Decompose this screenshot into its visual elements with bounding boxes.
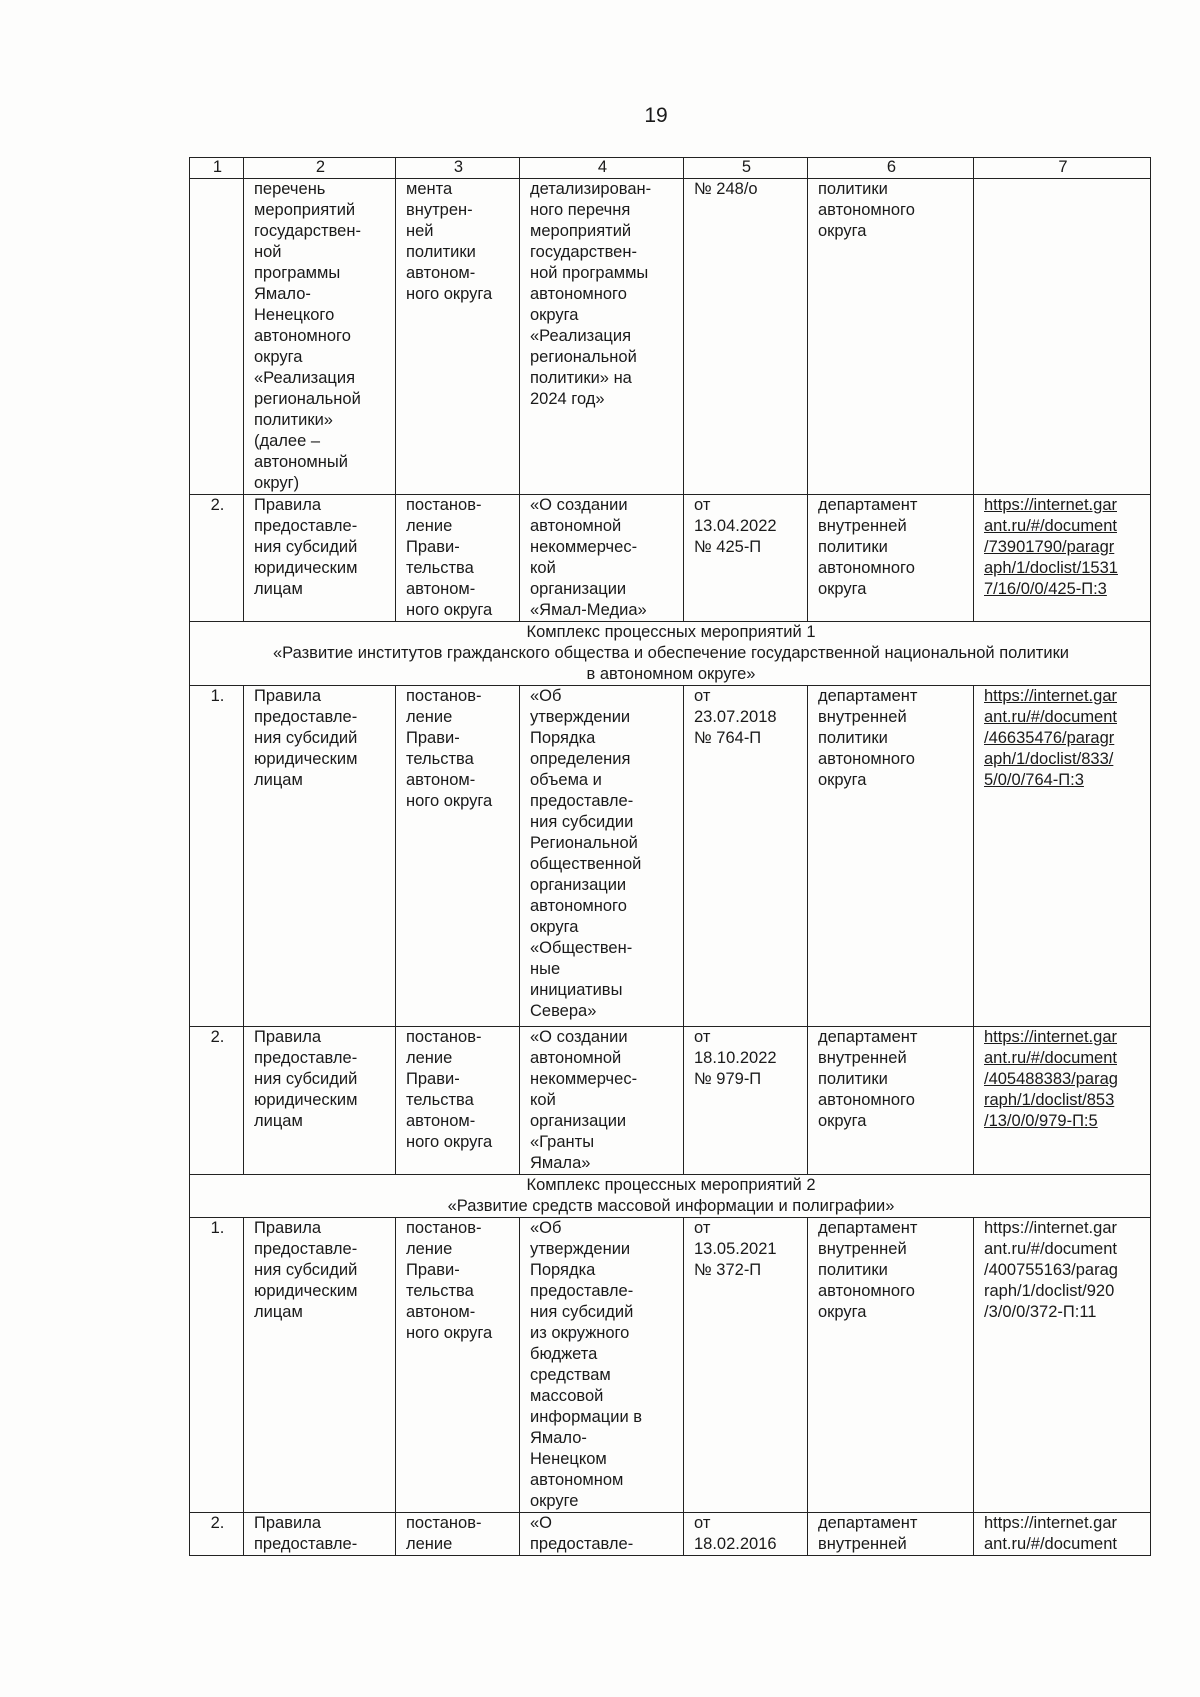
- document-link[interactable]: https://internet.gar ant.ru/#/document /405488383/parag raph/1/doclist/853 /13/0/0/979-П:5: [984, 1028, 1118, 1130]
- document-title: «Об утверждении Порядка определения объема и предоставле- ния субсидии Региональной общественной организации автономного округа «Обществен- ные инициативы Севера»: [520, 686, 684, 1027]
- document-kind: мента внутрен- ней политики автоном- ного округа: [396, 179, 520, 495]
- document-kind: постанов- ление: [396, 1513, 520, 1556]
- document-link[interactable]: https://internet.gar ant.ru/#/document /400755163/parag raph/1/doclist/920 /3/0/0/372-П:11: [984, 1219, 1118, 1321]
- column-header-1: 1: [190, 158, 244, 179]
- document-date-number: от 13.05.2021 № 372-П: [684, 1218, 808, 1513]
- document-link: [974, 179, 1151, 495]
- table-row: [190, 179, 1151, 495]
- column-header-4: 4: [520, 158, 684, 179]
- section-row: [190, 622, 1151, 686]
- document-date-number: от 13.04.2022 № 425-П: [684, 495, 808, 622]
- section-subtitle: «Развитие средств массовой информации и полиграфии»: [447, 1197, 895, 1215]
- document-kind: постанов- ление Прави- тельства автоном- ного округа: [396, 1027, 520, 1175]
- column-header-3: 3: [396, 158, 520, 179]
- document-link[interactable]: https://internet.gar ant.ru/#/document: [984, 1514, 1117, 1553]
- section-subtitle: «Развитие институтов гражданского общества и обеспечение государственной национальной политики: [272, 644, 1070, 662]
- document-link[interactable]: https://internet.gar ant.ru/#/document /73901790/paragr aph/1/doclist/1531 7/16/0/0/425-П:3: [984, 496, 1118, 598]
- responsible-body: департамент внутренней политики автономного округа: [808, 686, 974, 1027]
- responsible-body: политики автономного округа: [808, 179, 974, 495]
- section-heading-2: [190, 1175, 1151, 1218]
- document-kind: постанов- ление Прави- тельства автоном- ного округа: [396, 686, 520, 1027]
- document-date-number: от 23.07.2018 № 764-П: [684, 686, 808, 1027]
- document-type: перечень мероприятий государствен- ной программы Ямало- Ненецкого автономного округа «Реализация региональной политики» (далее – автономный округ): [244, 179, 396, 495]
- header-row: [190, 158, 1151, 179]
- table-row: [190, 1218, 1151, 1513]
- document-kind: постанов- ление Прави- тельства автоном- ного округа: [396, 495, 520, 622]
- column-header-2: 2: [244, 158, 396, 179]
- document-type: Правила предоставле- ния субсидий юридическим лицам: [244, 1027, 396, 1175]
- document-kind: постанов- ление Прави- тельства автоном- ного округа: [396, 1218, 520, 1513]
- document-type: Правила предоставле- ния субсидий юридическим лицам: [244, 1218, 396, 1513]
- document-title: «О создании автономной некоммерчес- кой организации «Ямал-Медиа»: [520, 495, 684, 622]
- document-title: детализирован- ного перечня мероприятий государствен- ной программы автономного округа «Реализация региональной политики» на 2024 год»: [520, 179, 684, 495]
- section-title: Комплекс процессных мероприятий 2: [526, 1176, 816, 1194]
- section-subtitle-cont: в автономном округе»: [586, 665, 756, 683]
- row-number: [190, 179, 244, 495]
- table-row: [190, 495, 1151, 622]
- document-type: Правила предоставле- ния субсидий юридическим лицам: [244, 495, 396, 622]
- section-row: [190, 1175, 1151, 1218]
- section-title: Комплекс процессных мероприятий 1: [526, 623, 816, 641]
- row-number: 1.: [190, 1218, 244, 1513]
- document-date-number: от 18.02.2016: [684, 1513, 808, 1556]
- responsible-body: департамент внутренней политики автономного округа: [808, 495, 974, 622]
- document-link[interactable]: https://internet.gar ant.ru/#/document /46635476/paragr aph/1/doclist/833/ 5/0/0/764-П:3: [984, 687, 1117, 789]
- section-heading-1: [190, 622, 1151, 686]
- row-number: 1.: [190, 686, 244, 1027]
- column-header-7: 7: [974, 158, 1151, 179]
- table-row: [190, 686, 1151, 1027]
- document-type: Правила предоставле-: [244, 1513, 396, 1556]
- document-date-number: № 248/о: [684, 179, 808, 495]
- document-type: Правила предоставле- ния субсидий юридическим лицам: [244, 686, 396, 1027]
- responsible-body: департамент внутренней политики автономного округа: [808, 1218, 974, 1513]
- document-title: «Об утверждении Порядка предоставле- ния субсидий из окружного бюджета средствам массовой информации в Ямало- Ненецком автономном округе: [520, 1218, 684, 1513]
- responsible-body: департамент внутренней политики автономного округа: [808, 1027, 974, 1175]
- responsible-body: департамент внутренней: [808, 1513, 974, 1556]
- row-number: 2.: [190, 1513, 244, 1556]
- documents-table: [189, 157, 1151, 1556]
- table-row: [190, 1513, 1151, 1556]
- document-title: «О создании автономной некоммерчес- кой организации «Гранты Ямала»: [520, 1027, 684, 1175]
- column-header-6: 6: [808, 158, 974, 179]
- table-row: [190, 1027, 1151, 1175]
- row-number: 2.: [190, 495, 244, 622]
- row-number: 2.: [190, 1027, 244, 1175]
- document-date-number: от 18.10.2022 № 979-П: [684, 1027, 808, 1175]
- page-number: 19: [644, 104, 668, 127]
- document-title: «О предоставле-: [520, 1513, 684, 1556]
- column-header-5: 5: [684, 158, 808, 179]
